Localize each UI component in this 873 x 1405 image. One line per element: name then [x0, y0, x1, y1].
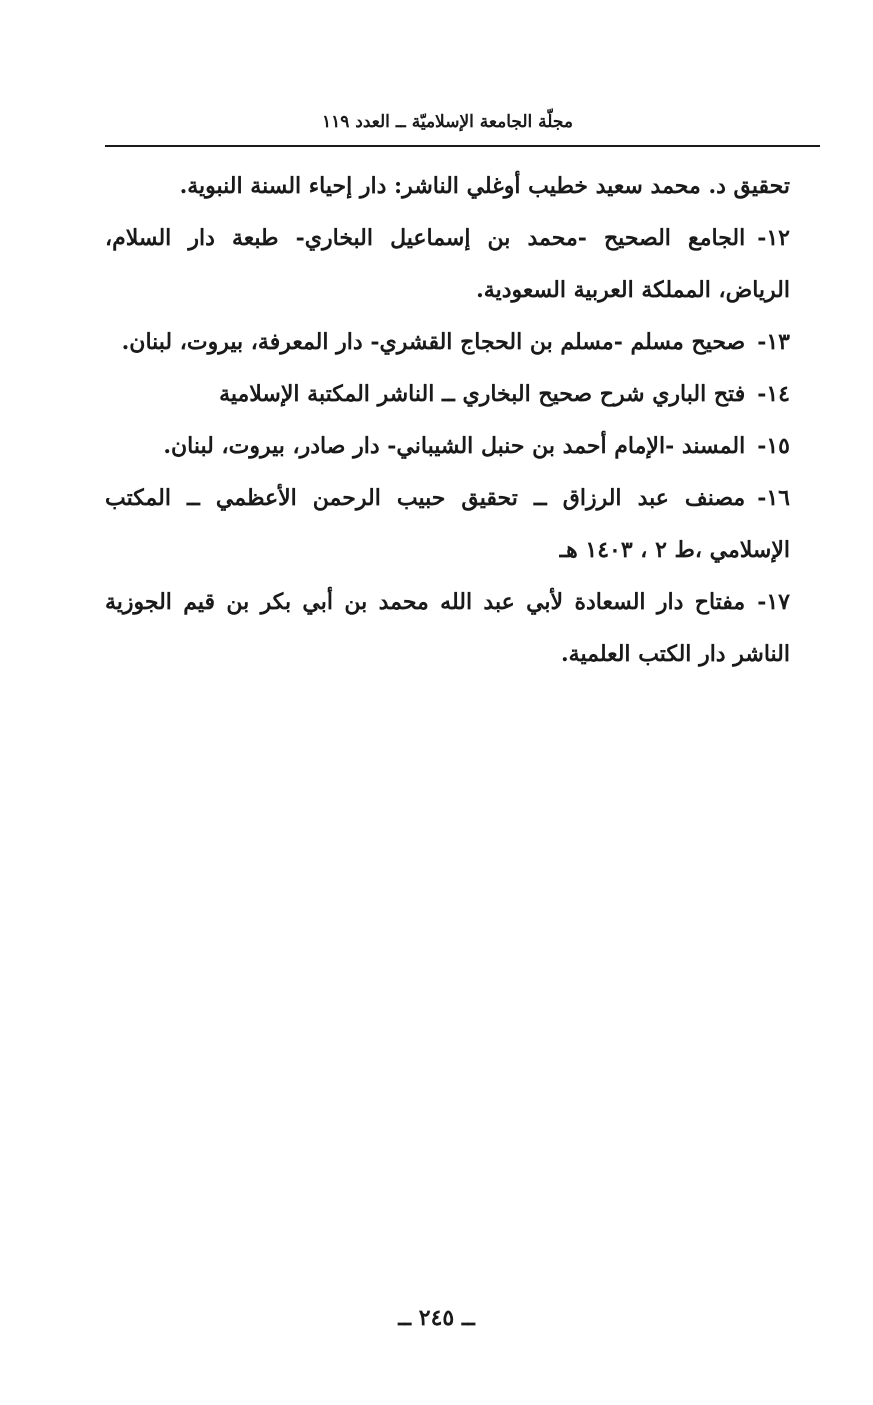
reference-number: ١٥- — [757, 433, 790, 459]
reference-entry-15 — [105, 420, 790, 472]
running-header: مجلّة الجامعة الإسلاميّة ــ العدد ١١٩ — [321, 112, 573, 132]
reference-text: تحقيق د. محمد سعيد خطيب أوغلي الناشر: دار إحياء السنة النبوية. — [179, 173, 790, 199]
header-rule — [105, 145, 820, 147]
reference-text: المسند -الإمام أحمد بن حنبل الشيباني- دار صادر، بيروت، لبنان. — [163, 433, 746, 459]
reference-entry-continuation — [105, 160, 790, 212]
reference-number: ١٧- — [757, 589, 790, 615]
page-number: ــ ٢٤٥ ــ — [398, 1305, 475, 1331]
reference-entry-17 — [105, 576, 790, 680]
reference-entry-13 — [105, 316, 790, 368]
reference-number: ١٦- — [757, 485, 790, 511]
reference-text: مفتاح دار السعادة لأبي عبد الله محمد بن أبي بكر بن قيم الجوزية الناشر دار الكتب العلمية. — [105, 589, 790, 667]
reference-entry-14 — [105, 368, 790, 420]
reference-text: مصنف عبد الرزاق ــ تحقيق حبيب الرحمن الأعظمي ــ المكتب الإسلامي ،ط ٢ ، ١٤٠٣ هـ — [105, 485, 790, 563]
reference-number: ١٤- — [757, 381, 790, 407]
reference-number: ١٢- — [757, 225, 790, 251]
reference-text: صحيح مسلم -مسلم بن الحجاج القشري- دار المعرفة، بيروت، لبنان. — [121, 329, 746, 355]
reference-text: فتح الباري شرح صحيح البخاري ــ الناشر المكتبة الإسلامية — [219, 381, 746, 407]
reference-number: ١٣- — [757, 329, 790, 355]
reference-list — [105, 160, 790, 680]
reference-text: الجامع الصحيح -محمد بن إسماعيل البخاري- طبعة دار السلام، الرياض، المملكة العربية السعودية. — [105, 225, 790, 303]
reference-entry-12 — [105, 212, 790, 316]
reference-entry-16 — [105, 472, 790, 576]
